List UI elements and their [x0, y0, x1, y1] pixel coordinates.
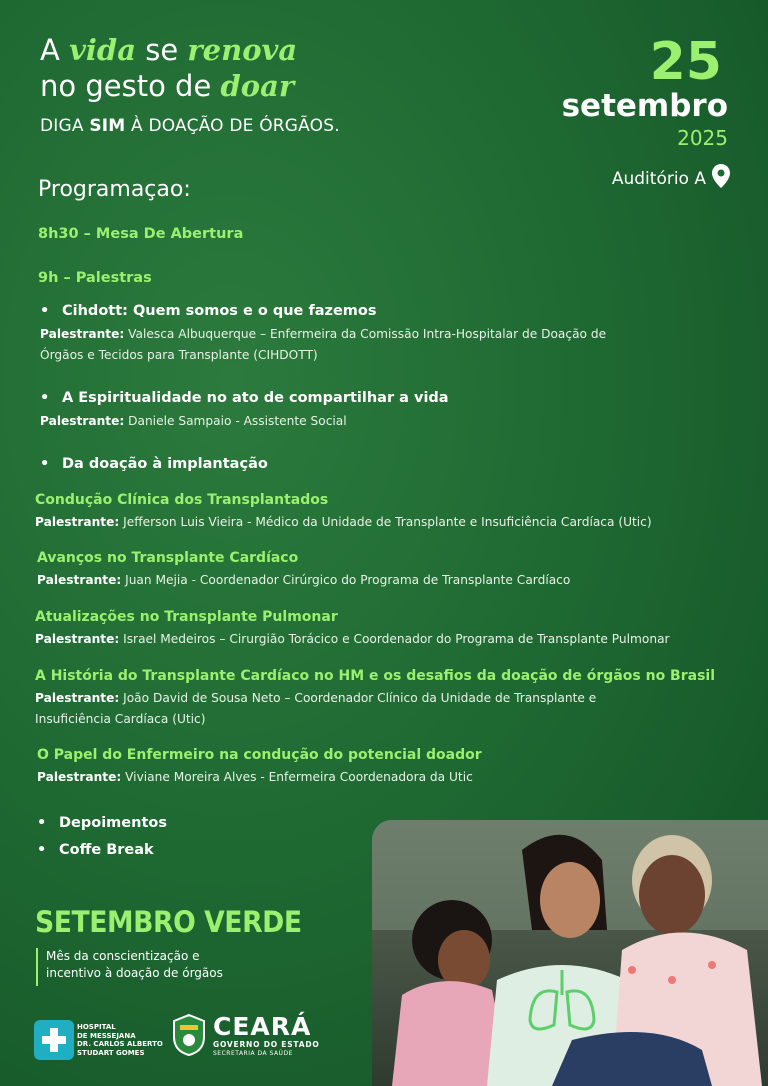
campaign-description: Mês da conscientização e incentivo à doação de órgãos — [46, 949, 223, 980]
subtalk-2-speaker: Palestrante: Juan Mejia - Coordenador Cirúrgico do Programa de Transplante Cardíaco — [37, 573, 571, 587]
talk-item-1-title: • Cihdott: Quem somos e o que fazemos — [40, 303, 377, 319]
campaign-divider — [36, 948, 38, 986]
hospital-name: HOSPITAL DE MESSEJANA DR. CARLOS ALBERTO STUDART GOMES — [77, 1023, 163, 1057]
headline-line-1: A vida se renova — [40, 33, 298, 67]
headline-line-2: no gesto de doar — [40, 69, 295, 103]
tagline: DIGA SIM À DOAÇÃO DE ÓRGÃOS. — [40, 116, 340, 136]
family-photo — [372, 820, 768, 1086]
talk-item-2-title: • A Espiritualidade no ato de compartilhar a vida — [40, 390, 449, 406]
subtalk-1-title: Condução Clínica dos Transplantados — [35, 492, 329, 508]
subtalk-5-speaker: Palestrante: Viviane Moreira Alves - Enfermeira Coordenadora da Utic — [37, 770, 473, 784]
talk-item-1-speaker: Palestrante: Valesca Albuquerque – Enfermeira da Comissão Intra-Hospitalar de Doação de Órgãos e Tecidos para Transplante (CIHDOTT) — [40, 327, 607, 362]
subtalk-2-title: Avanços no Transplante Cardíaco — [37, 550, 299, 566]
subtalk-1-speaker: Palestrante: Jefferson Luis Vieira - Médico da Unidade de Transplante e Insuficiência Cardíaca (Utic) — [35, 515, 652, 529]
event-month: setembro — [561, 88, 728, 124]
campaign-title: SETEMBRO VERDE — [35, 905, 302, 939]
talk-item-3-title: • Da doação à implantação — [40, 456, 268, 472]
talk-item-5: • Coffe Break — [37, 842, 154, 858]
event-year: 2025 — [677, 126, 728, 150]
state-seal-icon — [172, 1013, 206, 1061]
event-day: 25 — [649, 32, 722, 92]
event-location — [612, 164, 730, 193]
talks-heading: 9h – Palestras — [38, 270, 152, 286]
location-label: Auditório A — [611, 168, 706, 189]
programme-title: Programaçao: — [38, 177, 191, 202]
opening-session: 8h30 – Mesa De Abertura — [38, 226, 244, 242]
subtalk-4-speaker: Palestrante: João David de Sousa Neto – Coordenador Clínico da Unidade de Transplante e Insuficiência Cardíaca (Utic) — [35, 691, 597, 726]
subtalk-3-speaker: Palestrante: Israel Medeiros – Cirurgião Torácico e Coordenador do Programa de Transplante Pulmonar — [35, 632, 670, 646]
talk-item-2-speaker: Palestrante: Daniele Sampaio - Assistente Social — [40, 414, 347, 428]
subtalk-4-title: A História do Transplante Cardíaco no HM e os desafios da doação de órgãos no Brasil — [35, 668, 716, 684]
talk-item-4: • Depoimentos — [37, 815, 167, 831]
subtalk-3-title: Atualizações no Transplante Pulmonar — [35, 609, 338, 625]
hospital-cross-icon — [34, 1020, 74, 1060]
subtalk-5-title: O Papel do Enfermeiro na condução do potencial doador — [37, 747, 482, 763]
location-pin-icon — [712, 164, 730, 193]
state-logo: CEARÁ GOVERNO DO ESTADO SECRETARIA DA SAÚDE — [213, 1012, 320, 1057]
